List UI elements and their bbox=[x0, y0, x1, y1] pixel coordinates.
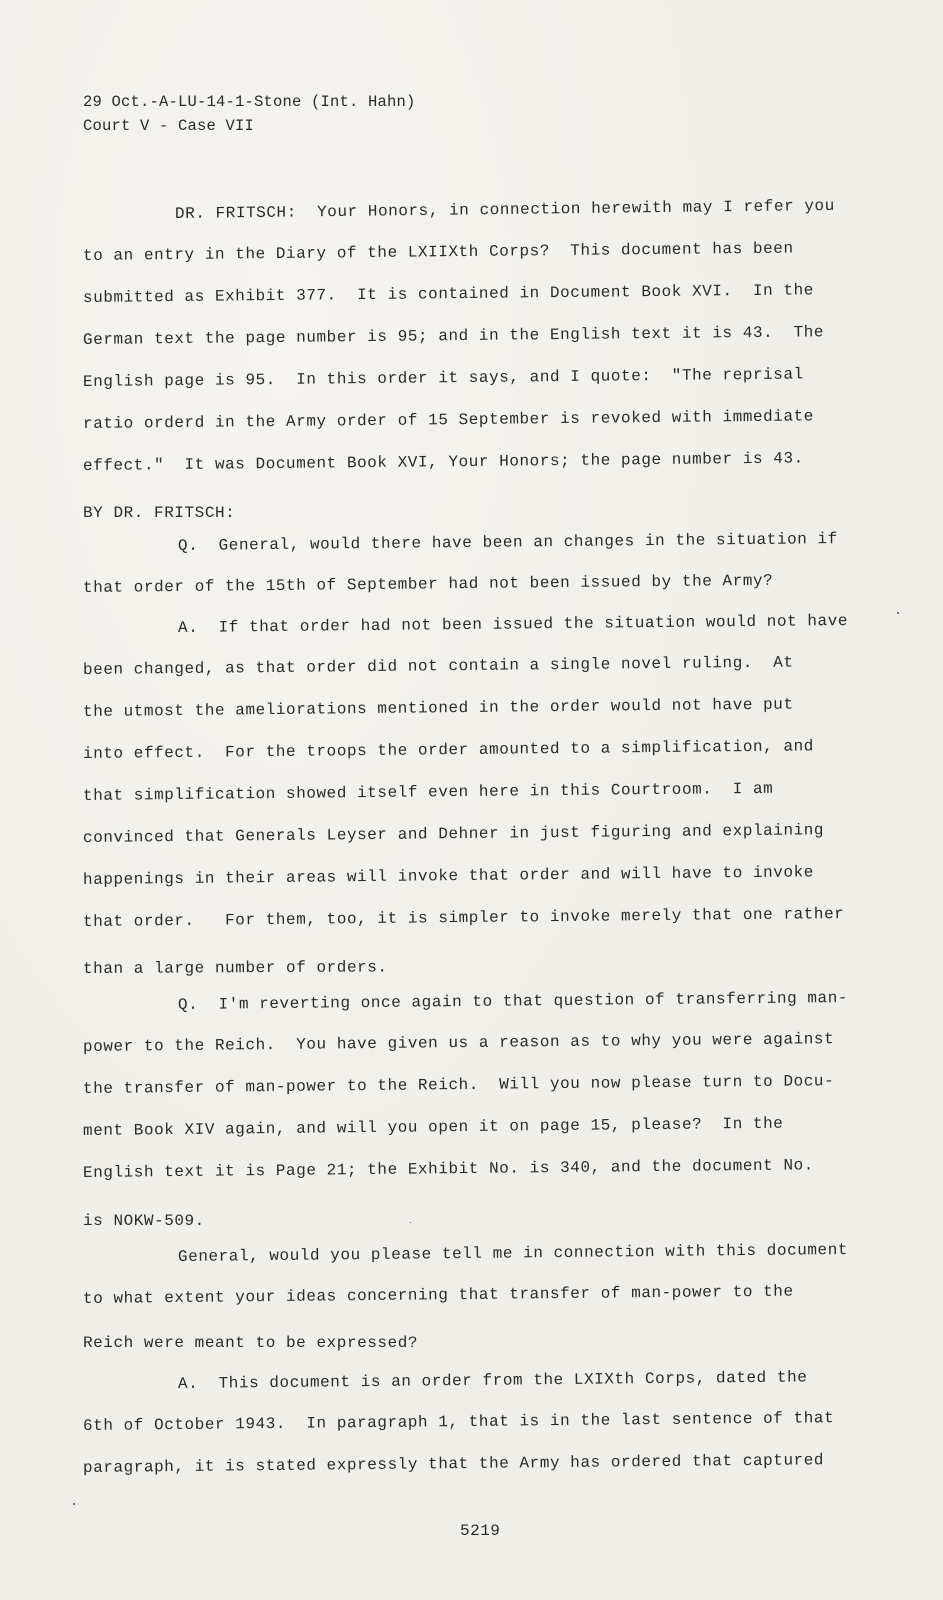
transcript-line: convinced that Generals Leyser and Dehner in just figuring and explaining bbox=[82, 821, 825, 847]
transcript-line: into effect. For the troops the order amounted to a simplification, and bbox=[82, 737, 814, 763]
transcript-line: than a large number of orders. bbox=[82, 958, 388, 978]
transcript-line: to an entry in the Diary of the LXIIXth Corps? This document has been bbox=[82, 239, 794, 265]
transcript-line: happenings in their areas will invoke that order and will have to invoke bbox=[82, 863, 814, 889]
transcript-line: German text the page number is 95; and in the English text it is 43. The bbox=[82, 323, 825, 349]
header-reference: 29 Oct.-A-LU-14-1-Stone (Int. Hahn) bbox=[83, 93, 416, 111]
transcript-line: English page is 95. In this order it says, and I quote: "The reprisal bbox=[82, 365, 804, 391]
transcript-line: English text it is Page 21; the Exhibit No. is 340, and the document No. bbox=[82, 1156, 814, 1182]
page-number: 5219 bbox=[460, 1522, 501, 1540]
transcript-line: is NOKW-509. bbox=[83, 1212, 205, 1230]
transcript-line: BY DR. FRITSCH: bbox=[83, 504, 236, 522]
paper-speck bbox=[897, 612, 899, 614]
transcript-line: Q. General, would there have been an changes in the situation if bbox=[177, 530, 838, 555]
transcript-line: that simplification showed itself even here in this Courtroom. I am bbox=[82, 779, 774, 805]
transcript-line: submitted as Exhibit 377. It is contained in Document Book XVI. In the bbox=[82, 281, 814, 307]
transcript-line: that order of the 15th of September had not been issued by the Army? bbox=[82, 571, 774, 597]
transcript-line: the utmost the ameliorations mentioned in the order would not have put bbox=[82, 695, 794, 721]
transcript-line: Q. I'm reverting once again to that question of transferring man- bbox=[177, 988, 849, 1014]
transcript-line: DR. FRITSCH: Your Honors, in connection herewith may I refer you bbox=[174, 196, 835, 223]
transcript-line: effect." It was Document Book XVI, Your Honors; the page number is 43. bbox=[82, 449, 804, 475]
transcript-line: power to the Reich. You have given us a reason as to why you were against bbox=[82, 1030, 835, 1056]
transcript-line: ratio orderd in the Army order of 15 September is revoked with immediate bbox=[82, 407, 814, 433]
transcript-line: been changed, as that order did not contain a single novel ruling. At bbox=[82, 653, 794, 679]
header-court-case: Court V - Case VII bbox=[83, 117, 255, 135]
transcript-line: General, would you please tell me in connection with this document bbox=[177, 1240, 849, 1266]
document-header bbox=[83, 90, 416, 138]
transcript-line: paragraph, it is stated expressly that the Army has ordered that captured bbox=[82, 1451, 825, 1477]
transcript-line: Reich were meant to be expressed? bbox=[83, 1334, 419, 1352]
transcript-line: ment Book XIV again, and will you open it on page 15, please? In the bbox=[82, 1114, 784, 1140]
transcript-line: A. This document is an order from the LXIXth Corps, dated the bbox=[177, 1368, 808, 1393]
transcript-line: that order. For them, too, it is simpler to invoke merely that one rather bbox=[82, 905, 845, 931]
transcript-line: A. If that order had not been issued the situation would not have bbox=[177, 611, 849, 637]
paper-speck bbox=[73, 1503, 75, 1505]
transcript-line: to what extent your ideas concerning that transfer of man-power to the bbox=[82, 1282, 794, 1308]
paper-speck bbox=[410, 1222, 411, 1223]
transcript-line: the transfer of man-power to the Reich. Will you now please turn to Docu- bbox=[82, 1072, 835, 1098]
transcript-line: 6th of October 1943. In paragraph 1, that is in the last sentence of that bbox=[82, 1409, 835, 1435]
